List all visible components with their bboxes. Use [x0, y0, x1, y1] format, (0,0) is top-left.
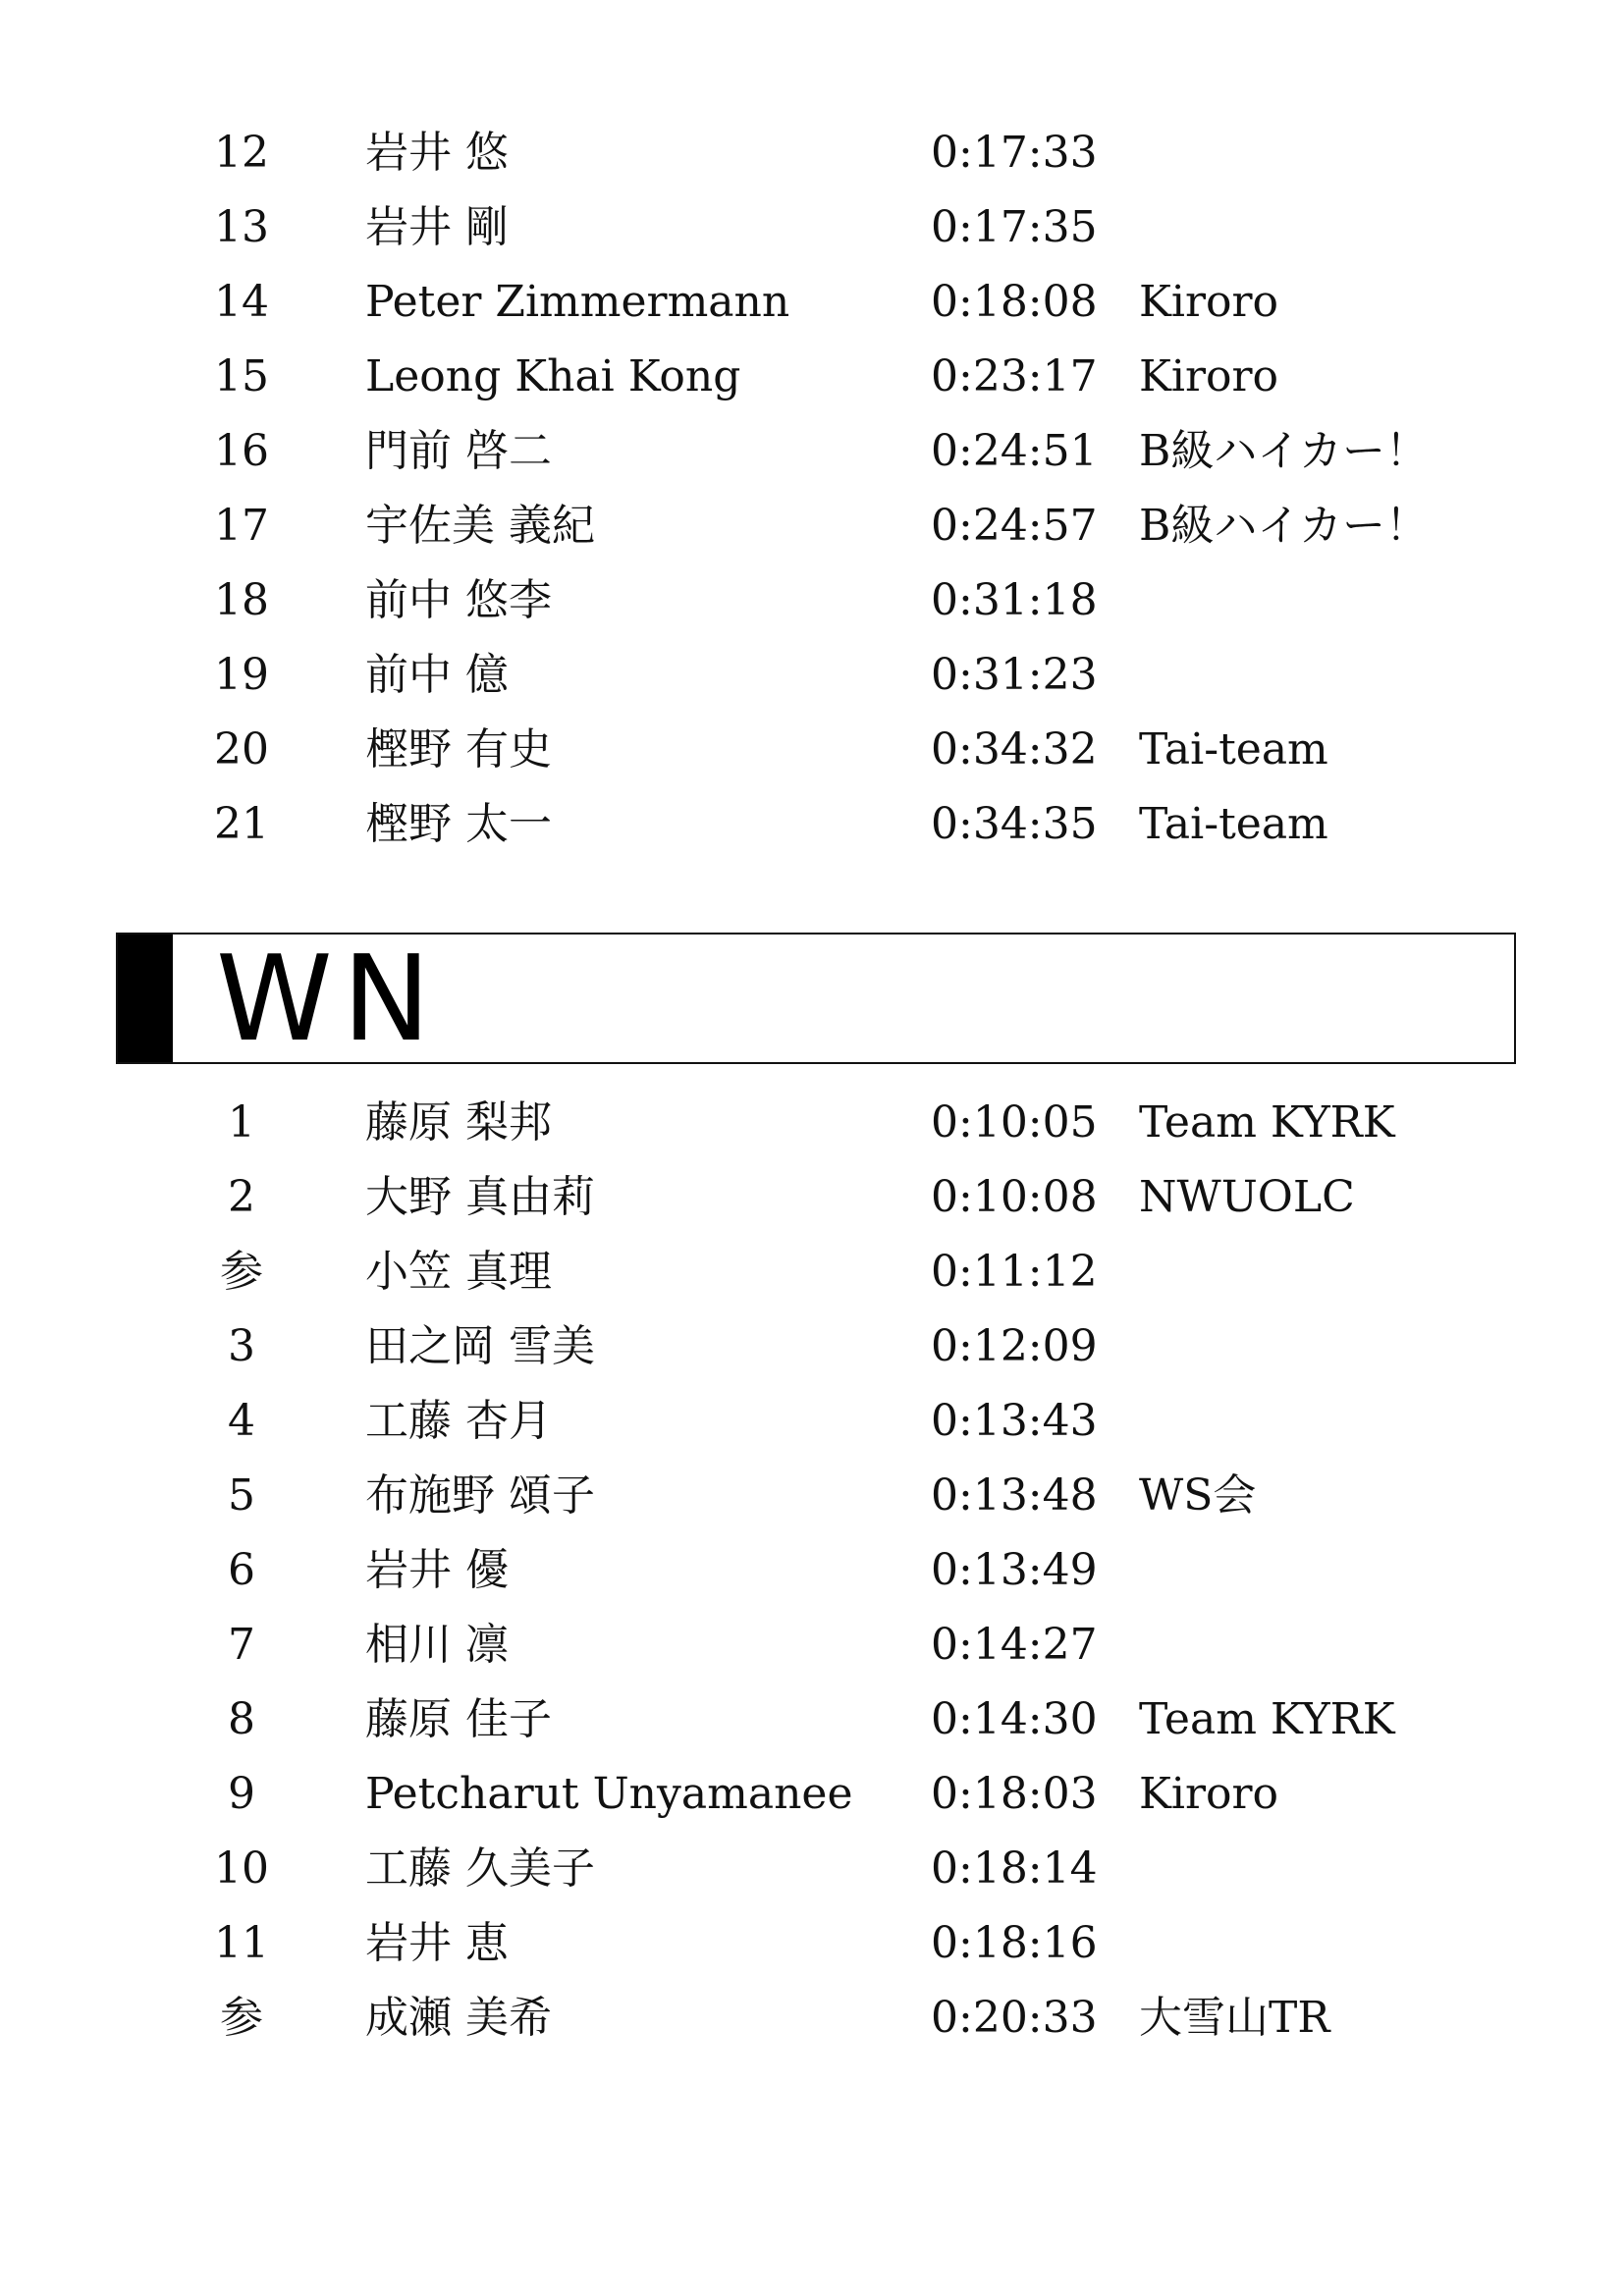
finish-time: 0:10:08 — [931, 1172, 1098, 1222]
runner-name: 門前 啓二 — [365, 426, 552, 476]
rank: 3 — [228, 1321, 255, 1371]
finish-time: 0:23:17 — [931, 351, 1098, 401]
rank: 8 — [228, 1694, 255, 1744]
team-name: WS会 — [1139, 1470, 1257, 1521]
result-row — [0, 414, 1624, 489]
finish-time: 0:18:14 — [931, 1843, 1098, 1894]
finish-time: 0:12:09 — [931, 1321, 1098, 1371]
result-row — [0, 1160, 1624, 1235]
finish-time: 0:13:43 — [931, 1396, 1098, 1446]
team-name: Kiroro — [1139, 1769, 1278, 1819]
result-row — [0, 638, 1624, 713]
team-name: Tai-team — [1139, 799, 1328, 849]
result-row — [0, 787, 1624, 862]
result-row — [0, 1757, 1624, 1832]
runner-name: Leong Khai Kong — [365, 351, 741, 401]
result-row — [0, 1533, 1624, 1608]
result-row — [0, 1309, 1624, 1384]
rank: 9 — [228, 1769, 255, 1819]
result-row — [0, 1384, 1624, 1459]
finish-time: 0:10:05 — [931, 1097, 1098, 1148]
runner-name: 前中 億 — [365, 650, 509, 700]
runner-name: 岩井 恵 — [365, 1918, 509, 1968]
finish-time: 0:13:48 — [931, 1470, 1098, 1521]
runner-name: 前中 悠李 — [365, 575, 552, 625]
result-row — [0, 1832, 1624, 1906]
runner-name: 相川 凛 — [365, 1620, 509, 1670]
rank: 13 — [214, 202, 269, 252]
runner-name: 岩井 悠 — [365, 128, 509, 178]
runner-name: 樫野 太一 — [365, 799, 552, 849]
finish-time: 0:14:30 — [931, 1694, 1098, 1744]
finish-time: 0:34:32 — [931, 724, 1098, 774]
result-row — [0, 563, 1624, 638]
finish-time: 0:13:49 — [931, 1545, 1098, 1595]
class-header-wn — [116, 932, 1516, 1068]
team-name: Tai-team — [1139, 724, 1328, 774]
team-name: NWUOLC — [1139, 1172, 1355, 1222]
runner-name: 宇佐美 義紀 — [365, 501, 595, 551]
finish-time: 0:18:08 — [931, 277, 1098, 327]
rank: 参 — [220, 1247, 263, 1297]
rank: 5 — [228, 1470, 255, 1521]
finish-time: 0:17:35 — [931, 202, 1098, 252]
result-row — [0, 1682, 1624, 1757]
rank: 6 — [228, 1545, 255, 1595]
team-name: Kiroro — [1139, 351, 1278, 401]
runner-name: 布施野 頌子 — [365, 1470, 595, 1521]
runner-name: 成瀬 美希 — [365, 1993, 552, 2043]
result-row — [0, 116, 1624, 190]
runner-name: 岩井 剛 — [365, 202, 509, 252]
rank: 17 — [214, 501, 269, 551]
result-row — [0, 1459, 1624, 1533]
result-row — [0, 1235, 1624, 1309]
finish-time: 0:24:51 — [931, 426, 1098, 476]
result-row — [0, 713, 1624, 787]
team-name: B級ハイカー！ — [1139, 426, 1430, 476]
rank: 参 — [220, 1993, 263, 2043]
runner-name: Petcharut Unyamanee — [365, 1769, 853, 1819]
result-row — [0, 190, 1624, 265]
rank: 4 — [228, 1396, 255, 1446]
runner-name: 小笠 真理 — [365, 1247, 552, 1297]
runner-name: 樫野 有史 — [365, 724, 552, 774]
rank: 18 — [214, 575, 269, 625]
runner-name: 工藤 久美子 — [365, 1843, 595, 1894]
runner-name: 工藤 杏月 — [365, 1396, 552, 1446]
finish-time: 0:24:57 — [931, 501, 1098, 551]
class-title: WN — [216, 932, 441, 1068]
rank: 11 — [214, 1918, 269, 1968]
runner-name: 田之岡 雪美 — [365, 1321, 595, 1371]
result-row — [0, 1086, 1624, 1160]
team-name: Team KYRK — [1139, 1694, 1395, 1744]
rank: 15 — [214, 351, 269, 401]
runner-name: 藤原 佳子 — [365, 1694, 552, 1744]
result-row — [0, 489, 1624, 563]
runner-name: 大野 真由莉 — [365, 1172, 595, 1222]
finish-time: 0:18:16 — [931, 1918, 1098, 1968]
finish-time: 0:20:33 — [931, 1993, 1098, 2043]
finish-time: 0:11:12 — [931, 1247, 1098, 1297]
rank: 20 — [214, 724, 269, 774]
rank: 2 — [228, 1172, 255, 1222]
team-name: B級ハイカー！ — [1139, 501, 1430, 551]
rank: 16 — [214, 426, 269, 476]
header-accent-bar — [118, 934, 173, 1062]
runner-name: 岩井 優 — [365, 1545, 509, 1595]
finish-time: 0:17:33 — [931, 128, 1098, 178]
finish-time: 0:31:23 — [931, 650, 1098, 700]
finish-time: 0:18:03 — [931, 1769, 1098, 1819]
rank: 10 — [214, 1843, 269, 1894]
rank: 21 — [214, 799, 269, 849]
rank: 7 — [228, 1620, 255, 1670]
result-row — [0, 1906, 1624, 1981]
result-row — [0, 340, 1624, 414]
rank: 14 — [214, 277, 269, 327]
team-name: Team KYRK — [1139, 1097, 1395, 1148]
rank: 1 — [228, 1097, 255, 1148]
runner-name: 藤原 梨邦 — [365, 1097, 552, 1148]
finish-time: 0:34:35 — [931, 799, 1098, 849]
finish-time: 0:31:18 — [931, 575, 1098, 625]
finish-time: 0:14:27 — [931, 1620, 1098, 1670]
result-row — [0, 1981, 1624, 2056]
result-row — [0, 265, 1624, 340]
rank: 19 — [214, 650, 269, 700]
result-row — [0, 1608, 1624, 1682]
rank: 12 — [214, 128, 269, 178]
team-name: Kiroro — [1139, 277, 1278, 327]
runner-name: Peter Zimmermann — [365, 277, 790, 327]
team-name: 大雪山TR — [1139, 1993, 1330, 2043]
